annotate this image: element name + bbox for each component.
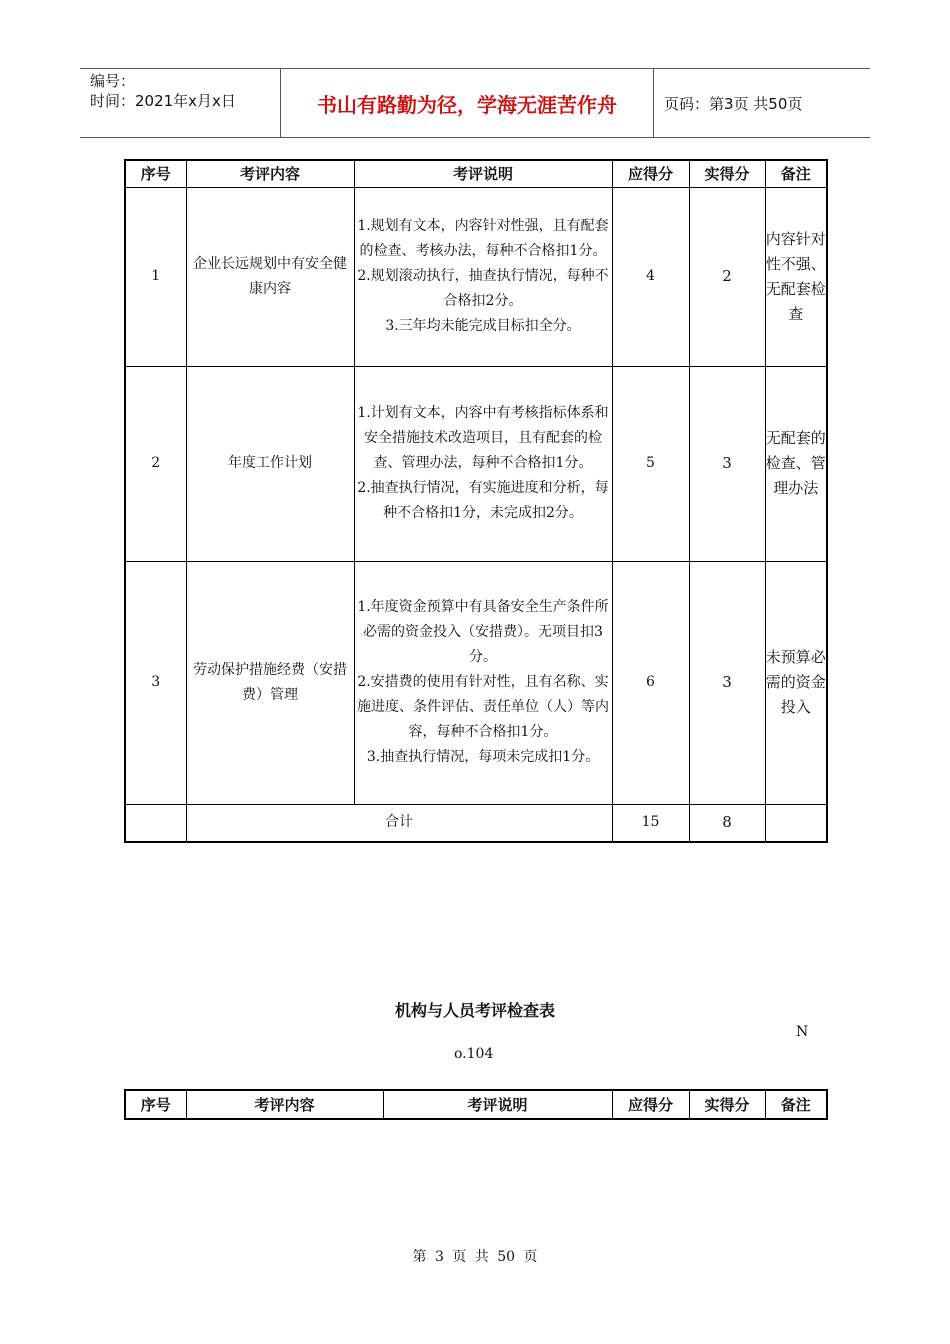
description-item: 2.规划滚动执行，抽查执行情况，每种不合格扣2分。 [357,268,609,309]
col-header: 实得分 [689,1090,765,1119]
row-number: 1 [125,187,186,366]
col-header: 序号 [125,1090,186,1119]
header-meta [80,69,281,137]
row-note: 无配套的检查、管理办法 [765,366,827,561]
row-content: 年度工作计划 [186,366,354,561]
description-item: 3.抽查执行情况，每项未完成扣1分。 [366,749,600,765]
row-actual-score: 3 [689,366,765,561]
row-note: 未预算必需的资金投入 [765,561,827,804]
col-header: 实得分 [689,160,765,187]
motto: 书山有路勤为径，学海无涯苦作舟 [281,69,654,137]
total-row [125,804,827,842]
row-description [354,561,612,804]
row-content: 企业长远规划中有安全健康内容 [186,187,354,366]
row-note: 内容针对性不强、无配套检查 [765,187,827,366]
row-due-score: 6 [612,561,689,804]
table-number: o.104 [454,1046,494,1062]
col-header: 考评内容 [186,160,354,187]
number-label: 编号： [90,72,136,90]
row-description [354,366,612,561]
page-footer: 第 3 页 共 50 页 [412,1249,538,1265]
table-row [125,366,827,561]
col-header: 考评内容 [186,1090,383,1119]
table-header-row [125,160,827,187]
col-header: 备注 [765,160,827,187]
col-header: 备注 [765,1090,827,1119]
assessment-table [124,159,828,843]
time-label: 时间：2021年x月x日 [90,92,236,110]
description-item: 1.年度资金预算中有具备安全生产条件所必需的资金投入（安措费）。无项目扣3分。 [357,599,609,665]
table-row [125,561,827,804]
total-label: 合计 [186,804,612,842]
total-blank [125,804,186,842]
row-number: 3 [125,561,186,804]
table-header-row [125,1090,827,1119]
table-number-prefix: N [796,1024,809,1040]
description-item: 3.三年均未能完成目标扣全分。 [385,318,581,334]
section-title: 机构与人员考评检查表 [394,1001,555,1020]
col-header: 序号 [125,160,186,187]
description-item: 2.安措费的使用有针对性，且有名称、实施进度、条件评估、责任单位（人）等内容，每种不合格扣1分。 [357,674,609,740]
row-number: 2 [125,366,186,561]
row-description [354,187,612,366]
table-row [125,187,827,366]
row-content: 劳动保护措施经费（安措费）管理 [186,561,354,804]
personnel-table [124,1089,828,1120]
page-indicator: 页码：第3页 共50页 [664,94,803,113]
description-item: 1.规划有文本，内容针对性强，且有配套的检查、考核办法，每种不合格扣1分。 [357,218,609,259]
col-header: 应得分 [612,160,689,187]
row-due-score: 5 [612,366,689,561]
page-header [80,68,870,138]
col-header: 考评说明 [354,160,612,187]
row-actual-score: 2 [689,187,765,366]
total-actual-score: 8 [689,804,765,842]
col-header: 应得分 [612,1090,689,1119]
total-note [765,804,827,842]
total-due-score: 15 [612,804,689,842]
description-item: 1.计划有文本，内容中有考核指标体系和安全措施技术改造项目，且有配套的检查、管理办法，每种不合格扣1分。 [357,405,609,471]
row-due-score: 4 [612,187,689,366]
col-header: 考评说明 [383,1090,612,1119]
description-item: 2.抽查执行情况，有实施进度和分析，每种不合格扣1分，未完成扣2分。 [357,480,609,521]
row-actual-score: 3 [689,561,765,804]
